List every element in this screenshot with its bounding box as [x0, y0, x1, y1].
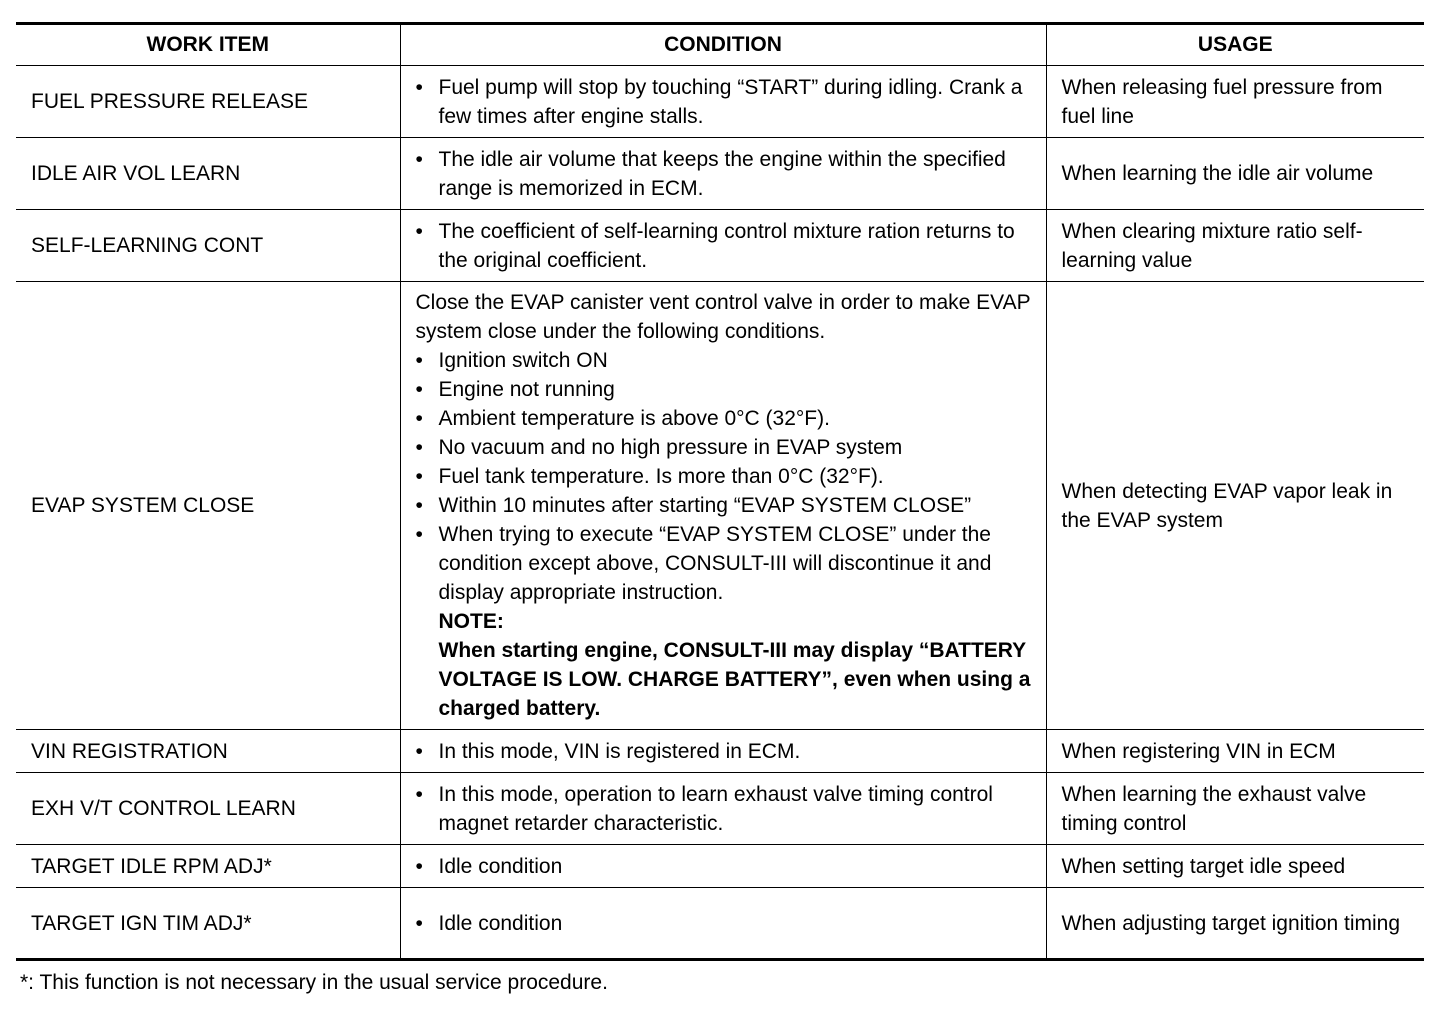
work-item-cell: TARGET IDLE RPM ADJ*	[16, 845, 400, 888]
header-usage: USAGE	[1046, 24, 1424, 66]
condition-text: Idle condition	[438, 854, 563, 878]
condition-text: Fuel tank temperature. Is more than 0°C (32°F).	[438, 465, 884, 488]
usage-cell: When clearing mixture ratio self-learning value	[1046, 210, 1424, 282]
condition-cell	[400, 730, 1046, 773]
bullet: •	[415, 739, 423, 763]
condition-text: In this mode, operation to learn exhaust valve timing control magnet retarder characteristic.	[438, 782, 993, 835]
condition-cell	[400, 66, 1046, 138]
condition-cell	[400, 138, 1046, 210]
usage-cell: When learning the exhaust valve timing control	[1046, 773, 1424, 845]
condition-intro: Close the EVAP canister vent control valve in order to make EVAP system close under the following conditions.	[415, 291, 1031, 343]
condition-text: Within 10 minutes after starting “EVAP SYSTEM CLOSE”	[438, 494, 972, 517]
work-item-cell: EVAP SYSTEM CLOSE	[16, 282, 400, 730]
condition-cell	[400, 210, 1046, 282]
bullet: •	[415, 219, 423, 243]
usage-cell: When adjusting target ignition timing	[1046, 888, 1424, 960]
condition-text: Fuel pump will stop by touching “START” during idling. Crank a few times after engine stalls.	[438, 75, 1023, 128]
condition-text: The coefficient of self-learning control mixture ration returns to the original coefficient.	[438, 219, 1015, 272]
work-item-cell: TARGET IGN TIM ADJ*	[16, 888, 400, 960]
bullet: •	[415, 523, 423, 546]
note-label: NOTE:	[438, 610, 504, 633]
usage-cell: When setting target idle speed	[1046, 845, 1424, 888]
bullet: •	[415, 465, 423, 488]
table-row	[16, 138, 1424, 210]
header-condition: CONDITION	[400, 24, 1046, 66]
table-row	[16, 773, 1424, 845]
table-row	[16, 888, 1424, 960]
bullet: •	[415, 407, 423, 430]
condition-text: The idle air volume that keeps the engine within the specified range is memorized in ECM.	[438, 147, 1006, 200]
table-row	[16, 210, 1424, 282]
footnote: *: This function is not necessary in the usual service procedure.	[20, 971, 608, 994]
condition-text: Idle condition	[438, 911, 563, 935]
bullet: •	[415, 854, 423, 878]
work-item-cell: EXH V/T CONTROL LEARN	[16, 773, 400, 845]
table-header-row	[16, 24, 1424, 66]
condition-cell	[400, 282, 1046, 730]
condition-text: Ambient temperature is above 0°C (32°F).	[438, 407, 830, 430]
bullet: •	[415, 494, 423, 517]
usage-cell: When detecting EVAP vapor leak in the EVAP system	[1046, 282, 1424, 730]
work-item-cell: VIN REGISTRATION	[16, 730, 400, 773]
bullet: •	[415, 911, 423, 935]
work-item-cell: IDLE AIR VOL LEARN	[16, 138, 400, 210]
table-row	[16, 845, 1424, 888]
note-text: When starting engine, CONSULT-III may display “BATTERY VOLTAGE IS LOW. CHARGE BATTERY”, even when using a charged battery.	[438, 639, 1031, 720]
usage-cell: When learning the idle air volume	[1046, 138, 1424, 210]
table-row	[16, 730, 1424, 773]
usage-cell: When releasing fuel pressure from fuel line	[1046, 66, 1424, 138]
condition-text: No vacuum and no high pressure in EVAP system	[438, 436, 903, 459]
bullet: •	[415, 378, 423, 401]
condition-cell	[400, 773, 1046, 845]
table-row	[16, 66, 1424, 138]
condition-text: Engine not running	[438, 378, 615, 401]
bullet: •	[415, 147, 423, 171]
work-item-cell: FUEL PRESSURE RELEASE	[16, 66, 400, 138]
work-item-cell: SELF-LEARNING CONT	[16, 210, 400, 282]
bullet: •	[415, 782, 423, 806]
header-work-item: WORK ITEM	[16, 24, 400, 66]
condition-cell	[400, 845, 1046, 888]
bullet: •	[415, 436, 423, 459]
work-item-table	[16, 22, 1424, 961]
bullet: •	[415, 75, 423, 99]
bullet: •	[415, 349, 423, 372]
condition-text: Ignition switch ON	[438, 349, 608, 372]
table-row	[16, 282, 1424, 730]
usage-cell: When registering VIN in ECM	[1046, 730, 1424, 773]
condition-text: In this mode, VIN is registered in ECM.	[438, 739, 801, 763]
condition-text: When trying to execute “EVAP SYSTEM CLOSE” under the condition except above, CONSULT-III will discontinue it and display appropriate instruction.	[438, 523, 992, 604]
condition-cell	[400, 888, 1046, 960]
